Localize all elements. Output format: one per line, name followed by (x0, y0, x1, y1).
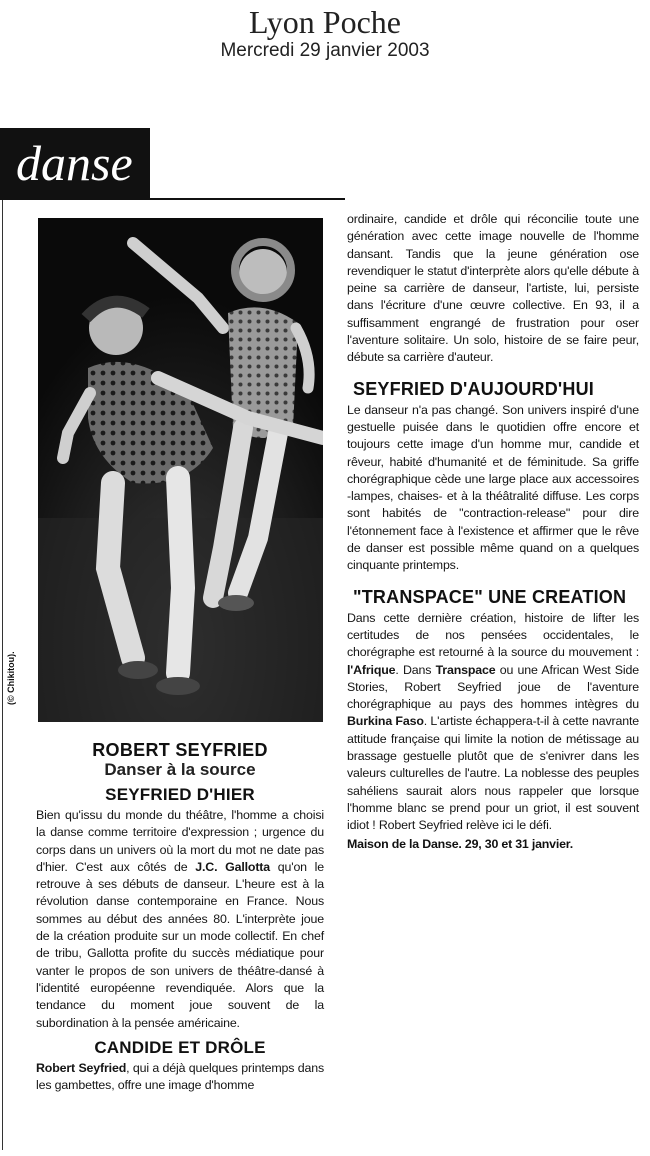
paragraph-candide-start (36, 1060, 324, 1095)
right-column (347, 211, 639, 853)
text-run: , qui a déjà quelques printemps dans les gambettes, offre une image d'homme (36, 1060, 324, 1093)
text-run: . Dans (395, 662, 436, 677)
dancers-photo (38, 218, 323, 722)
text-run: Dans cette dernière création, histoire de lifter les certitudes de nos pensées occidentales, le chorégraphe est retourné à la source du mouvement : (347, 610, 639, 660)
photo-credit: (© Chikitou). (6, 651, 16, 705)
section-heading-transpace: "TRANSPACE" UNE CREATION (353, 586, 627, 607)
newspaper-title: Lyon Poche (249, 4, 401, 40)
publication-date: Mercredi 29 janvier 2003 (220, 40, 430, 61)
section-rubric: danse (0, 128, 150, 198)
bold-run: J.C. Gallotta (195, 859, 271, 874)
rubric-rule (0, 198, 345, 200)
bold-run: Burkina Faso (347, 714, 424, 729)
paragraph-candide-continued: ordinaire, candide et drôle qui réconcilie toute une génération avec cette image nouvelle de l'homme dansant. Tandis que la jeune génération ose revendiquer le statut d'interprète alors qu'elle débute à peine sa carrière de danseur, l'artiste, lui, persiste dans l'écriture d'une œuvre collective. En 93, il a suffisamment engrangé de frustration pour oser l'aventure solitaire. Un solo, histoire de se faire peur, débute sa carrière d'auteur. (347, 212, 639, 365)
section-heading-candide: CANDIDE ET DRÔLE (94, 1037, 266, 1057)
text-run: . L'artiste échappera-t-il à cette navrante attitude française qui limite la notion de métissage au brassage gestuelle plutôt que de s'enivrer dans les valeurs culturelles de l'autre. La noblesse des peuples sahéliens saurait alors nous rappeler que lorsque l'homme blanc se prend pour un griot, il est souvent idiot ! Robert Seyfried relève ici le défi. (347, 714, 640, 833)
text-run: qu'on le retrouve à ses débuts de danseur. L'heure est à la révolution danse contemporaine en France. Nous sommes au début des années 80. L'interprète joue de la création produite sur un mode collectif. En chef de tribu, Gallotta profite du succès médiatique pour vanter le propos de son univers de théâtre-dansé à l'identité européenne revendiquée. Alors que la tendance du moment joue souvent de la subordination à la pensée américaine. (36, 859, 324, 1030)
paragraph-aujourdhui: Le danseur n'a pas changé. Son univers inspiré d'une gestuelle puisée dans le quotidien offre encore et toujours cette image d'un homme mur, candide et rêveur, habité d'humanité et de féminitude. Sa griffe chorégraphique cède une large place aux accessoires -lampes, chaises- et à la théâtralité diffuse. Les corps sont habités de "contraction-release" pour dire l'étonnement face à l'existence et affirmer que le rêve de danser est possible même quand on a quelques cinquante printemps. (347, 402, 639, 573)
text-run: ou une African West Side Stories, Robert Seyfried joue de l'aventure chorégraphique au pays des hommes intègres du (347, 662, 639, 712)
left-column (36, 740, 324, 1094)
left-margin-rule (2, 200, 3, 1150)
paragraph-hier (36, 807, 324, 1032)
article-headline: ROBERT SEYFRIED (92, 740, 268, 760)
venue-dates: Maison de la Danse. 29, 30 et 31 janvier. (347, 836, 573, 851)
paragraph-transpace (347, 610, 639, 835)
text-run: Bien qu'issu du monde du théâtre, l'homme a choisi la danse comme territoire d'expression ; urgence du corps dans un univers où la mort du mot ne date pas d'hier. C'est aux côtés de (36, 808, 324, 874)
dancers-photo-illustration (38, 218, 323, 722)
masthead (0, 4, 650, 62)
article-subtitle: Danser à la source (104, 760, 256, 779)
bold-run: Robert Seyfried (36, 1060, 127, 1075)
section-heading-aujourdhui: SEYFRIED D'AUJOURD'HUI (353, 378, 594, 399)
bold-run: Transpace (435, 662, 496, 677)
section-heading-hier: SEYFRIED D'HIER (105, 785, 255, 804)
bold-run: l'Afrique (347, 662, 396, 677)
